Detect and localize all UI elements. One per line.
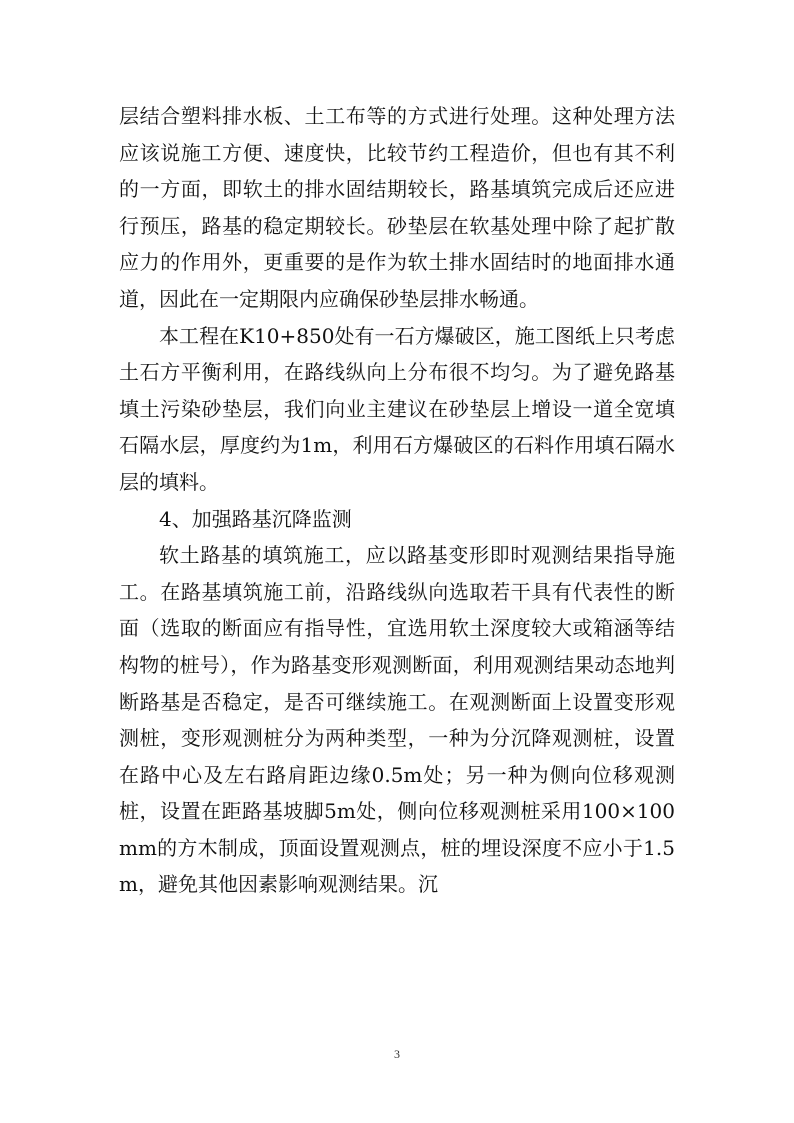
- page-number: 3: [394, 1047, 400, 1061]
- paragraph-blasting-zone: 本工程在K10+850处有一石方爆破区，施工图纸上只考虑土石方平衡利用，在路线纵向上分布很不均匀。为了避免路基填土污染砂垫层，我们向业主建议在砂垫层上增设一道全宽填石隔水层，厚度约为1m，利用石方爆破区的石料作用填石隔水层的填料。: [119, 323, 675, 494]
- section-heading-settlement-monitoring: 4、加强路基沉降监测: [159, 506, 352, 531]
- paragraph-continued: 层结合塑料排水板、土工布等的方式进行处理。这种处理方法应该说施工方便、速度快，比较节约工程造价，但也有其不利的一方面，即软土的排水固结期较长，路基填筑完成后还应进行预压，路基的稳定期较长。砂垫层在软基处理中除了起扩散应力的作用外，更重要的是作为软土排水固结时的地面排水通道，因此在一定期限内应确保砂垫层排水畅通。: [119, 104, 675, 311]
- paragraph-monitoring: 软土路基的填筑施工，应以路基变形即时观测结果指导施工。在路基填筑施工前，沿路线纵向选取若干具有代表性的断面（选取的断面应有指导性，宜选用软土深度较大或箱涵等结构物的桩号），作为路基变形观测断面，利用观测结果动态地判断路基是否稳定，是否可继续施工。在观测断面上设置变形观测桩，变形观测桩分为两种类型，一种为分沉降观测桩，设置在路中心及左右路肩距边缘0.5m处；另一种为侧向位移观测桩，设置在距路基坡脚5m处，侧向位移观测桩采用100×100mm的方木制成，顶面设置观测点，桩的埋设深度不应小于1.5m，避免其他因素影响观测结果。沉: [119, 543, 675, 897]
- document-body: [119, 98, 675, 903]
